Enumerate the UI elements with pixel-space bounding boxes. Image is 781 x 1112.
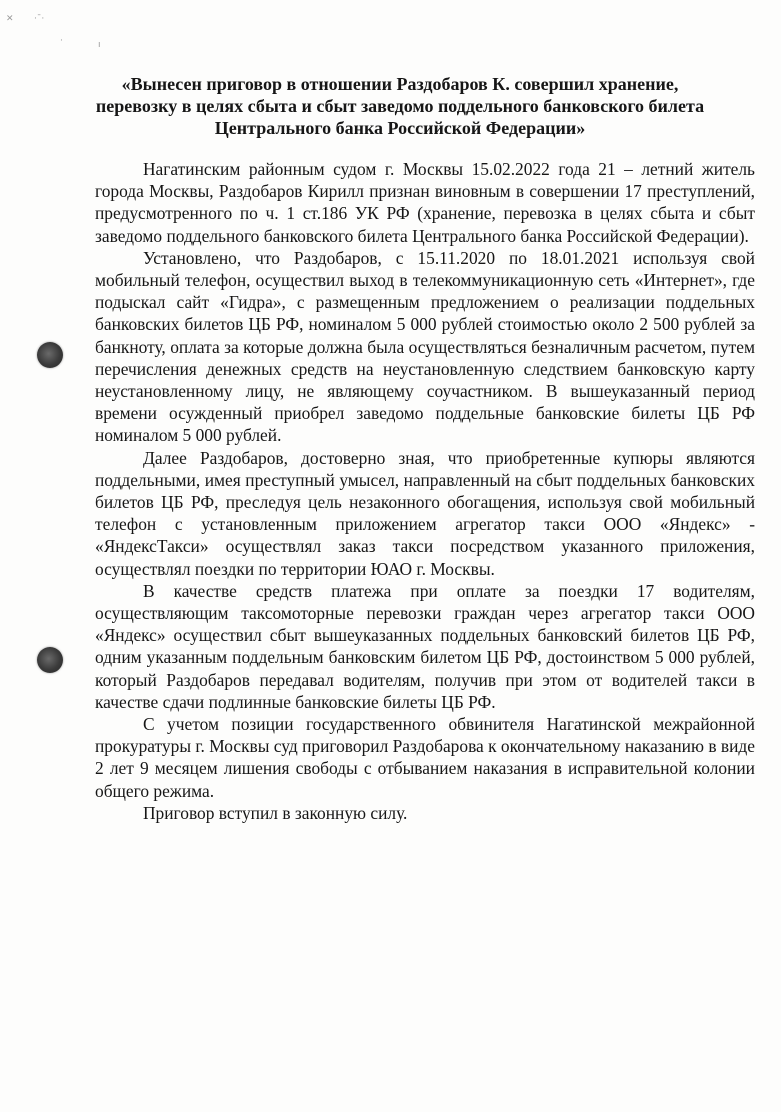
document-title bbox=[80, 73, 720, 139]
paragraph-verdict: Нагатинским районным судом г. Москвы 15.02.2022 года 21 – летний житель города Москвы, Раздобаров Кирилл признан виновным в совершении 17 преступлений, предусмотренного по ч. 1 ст.186 УК РФ (хранение, перевозка в целях сбыта и сбыт заведомо поддельного банковского билета Центрального банка Российской Федерации). bbox=[95, 159, 755, 246]
title-line: Центрального банка Российской Федерации» bbox=[214, 118, 586, 138]
paragraph-sentence: С учетом позиции государственного обвинителя Нагатинской межрайонной прокуратуры г. Москвы суд приговорил Раздобарова к окончательному наказанию в виде 2 лет 9 месяцем лишения свободы с отбыванием наказания в исправительной колонии общего режима. bbox=[95, 714, 755, 801]
punch-hole bbox=[37, 342, 63, 368]
paragraph-scheme: Далее Раздобаров, достоверно зная, что приобретенные купюры являются поддельными, имея преступный умысел, направленный на сбыт поддельных банковских билетов ЦБ РФ, преследуя цель незаконного обогащения, используя свой мобильный телефон с установленным приложением агрегатор такси ООО «Яндекс» - «ЯндексТакси» осуществлял заказ такси посредством указанного приложения, осуществлял поездки по территории ЮАО г. Москвы. bbox=[95, 447, 755, 579]
scan-artifact: ı bbox=[98, 40, 101, 50]
scan-artifact: · bbox=[60, 36, 63, 46]
scan-artifact: ✕ bbox=[6, 14, 14, 24]
scan-artifact: ·ˉ· bbox=[34, 14, 45, 24]
paragraph-distribution: В качестве средств платежа при оплате за поездки 17 водителям, осуществляющим таксомоторные перевозки граждан через агрегатор такси ООО «Яндекс» осуществил сбыт вышеуказанных поддельных банковский билетов ЦБ РФ, одним указанным поддельным банковским билетом ЦБ РФ, достоинством 5 000 рублей, который Раздобаров передавал водителям, получив при этом от водителей такси в качестве сдачи подлинные банковские билеты ЦБ РФ. bbox=[95, 580, 755, 712]
title-line: перевозку в целях сбыта и сбыт заведомо поддельного банковского билета bbox=[95, 96, 705, 116]
punch-hole bbox=[37, 647, 63, 673]
paragraph-acquisition: Установлено, что Раздобаров, с 15.11.2020 по 18.01.2021 используя свой мобильный телефон, осуществил выход в телекоммуникационную сеть «Интернет», где подыскал сайт «Гидра», с размещенным предложением о реализации поддельных банковских билетов ЦБ РФ, номиналом 5 000 рублей стоимостью около 2 500 рублей за банкноту, оплата за которые должна была осуществляться безналичным расчетом, путем перечисления денежных средств на неустановленную следствием банковскую карту неустановленному лицу, не являющему соучастником. В вышеуказанный период времени осужденный приобрел заведомо поддельные банковские билеты ЦБ РФ номиналом 5 000 рублей. bbox=[95, 247, 755, 446]
paragraph-in-force: Приговор вступил в законную силу. bbox=[143, 802, 408, 823]
title-line: «Вынесен приговор в отношении Раздобаров К. совершил хранение, bbox=[121, 74, 679, 94]
document-body bbox=[95, 158, 755, 824]
